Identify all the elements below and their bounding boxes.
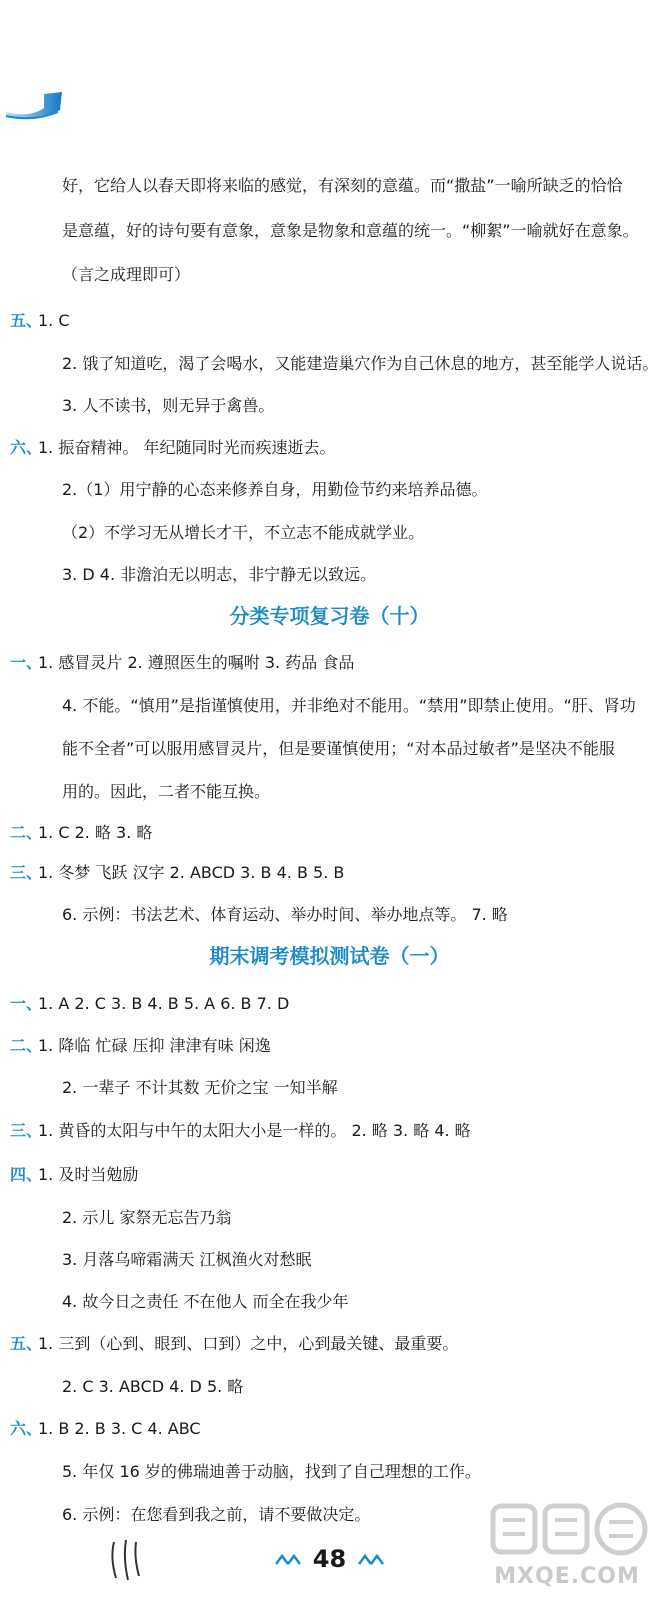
answer-line [0,1287,659,1317]
answer-text: 2. 一辈子 不计其数 无价之宝 一知半解 [62,1078,338,1097]
answer-text: 是意蕴，好的诗句要有意象，意象是物象和意蕴的统一。“柳絮”一喻就好在意象。 [62,221,639,240]
answer-text: 6. 示例：在您看到我之前，请不要做决定。 [62,1505,371,1524]
footer-ornament-right-icon [357,1552,385,1566]
answer-text: 4. 故今日之责任 不在他人 而全在我少年 [62,1292,349,1311]
question-number: 五、 [10,1334,43,1353]
answer-text: 2. 饿了知道吃，渴了会喝水，又能建造巢穴作为自己休息的地方，甚至能学人说话。 [62,354,659,373]
answer-line [0,349,659,379]
section-title: 分类专项复习卷（十） [229,604,430,628]
answer-line [0,1329,659,1359]
section-title: 期末调考模拟测试卷（一） [209,944,450,968]
answer-text: 1. C 2. 略 3. 略 [38,823,153,842]
answer-text: 1. 冬梦 飞跃 汉字 2. ABCD 3. B 4. B 5. B [38,863,345,882]
question-number: 六、 [10,1419,43,1438]
answer-line [0,391,659,421]
answer-line [0,900,659,930]
answer-text: 5. 年仅 16 岁的佛瑞迪善于动脑，找到了自己理想的工作。 [62,1462,481,1481]
answer-line [0,818,659,848]
answer-text: 1. 振奋精神。 年纪随同时光而疾速逝去。 [38,438,336,457]
question-number: 三、 [10,863,43,882]
answer-line [0,1457,659,1487]
answer-text: 2.（1）用宁静的心态来修养自身，用勤俭节约来培养品德。 [62,480,488,499]
answer-text: 1. B 2. B 3. C 4. ABC [38,1419,201,1438]
answer-line [0,1031,659,1061]
answer-line [0,1414,659,1444]
answer-line [0,858,659,888]
answer-line [0,691,659,721]
answer-line [0,1245,659,1275]
answer-text: 3. 月落乌啼霜满天 江枫渔火对愁眠 [62,1250,312,1269]
answer-line [0,989,659,1019]
answer-text: 能不全者”可以服用感冒灵片，但是要谨慎使用；“对本品过敏者”是坚决不能服 [62,739,615,758]
answer-text: 6. 示例：书法艺术、体育运动、举办时间、举办地点等。 7. 略 [62,905,508,924]
watermark-text: MXQE.COM [494,1564,640,1589]
question-number: 二、 [10,823,43,842]
answer-text: 1. A 2. C 3. B 4. B 5. A 6. B 7. D [38,994,290,1013]
answer-text: 1. 感冒灵片 2. 遵照医生的嘱咐 3. 药品 食品 [38,653,355,672]
question-number: 四、 [10,1165,43,1184]
question-number: 六、 [10,438,43,457]
answer-line [0,260,659,290]
answer-line [0,171,659,201]
page-number: 48 [312,1545,347,1573]
question-number: 二、 [10,1036,43,1055]
answer-text: （2）不学习无从增长才干，不立志不能成就学业。 [62,523,425,542]
answer-text: 好，它给人以春天即将来临的感觉，有深刻的意蕴。而“撒盐”一喻所缺乏的恰恰 [62,176,623,195]
answer-line [0,1160,659,1190]
question-number: 三、 [10,1121,43,1140]
watermark-logo [483,1498,651,1592]
answer-text: 2. 示儿 家祭无忘告乃翁 [62,1208,232,1227]
answer-line [0,734,659,764]
answer-text: 2. C 3. ABCD 4. D 5. 略 [62,1377,244,1396]
answer-text: 1. 降临 忙碌 压抑 津津有味 闲逸 [38,1036,271,1055]
answer-line [0,1203,659,1233]
answer-line [0,1073,659,1103]
answer-line [0,475,659,505]
answer-line [0,1372,659,1402]
answer-text: 1. 黄昏的太阳与中午的太阳大小是一样的。 2. 略 3. 略 4. 略 [38,1121,471,1140]
answer-text: 3. D 4. 非澹泊无以明志，非宁静无以致远。 [62,565,377,584]
footer-ornament-left-icon [274,1552,302,1566]
answer-line [0,1116,659,1146]
answer-text: （言之成理即可） [62,265,191,284]
answer-text: 4. 不能。“慎用”是指谨慎使用，并非绝对不能用。“禁用”即禁止使用。“肝、肾功 [62,696,636,715]
answer-line [0,560,659,590]
answer-line [0,433,659,463]
answer-text: 1. 及时当勉励 [38,1165,139,1184]
answer-line [0,216,659,246]
answer-line [0,777,659,807]
answer-line [0,306,659,336]
question-number: 一、 [10,653,43,672]
question-number: 五、 [10,311,43,330]
corner-decoration [0,88,66,124]
answer-text: 1. C [38,311,70,330]
answer-line [0,518,659,548]
question-number: 一、 [10,994,43,1013]
answer-text: 用的。因此，二者不能互换。 [62,782,271,801]
answer-line [0,648,659,678]
answer-text: 3. 人不读书，则无异于禽兽。 [62,396,275,415]
watermark-emblem-icon [483,1498,651,1564]
answer-text: 1. 三到（心到、眼到、口到）之中，心到最关键、最重要。 [38,1334,459,1353]
